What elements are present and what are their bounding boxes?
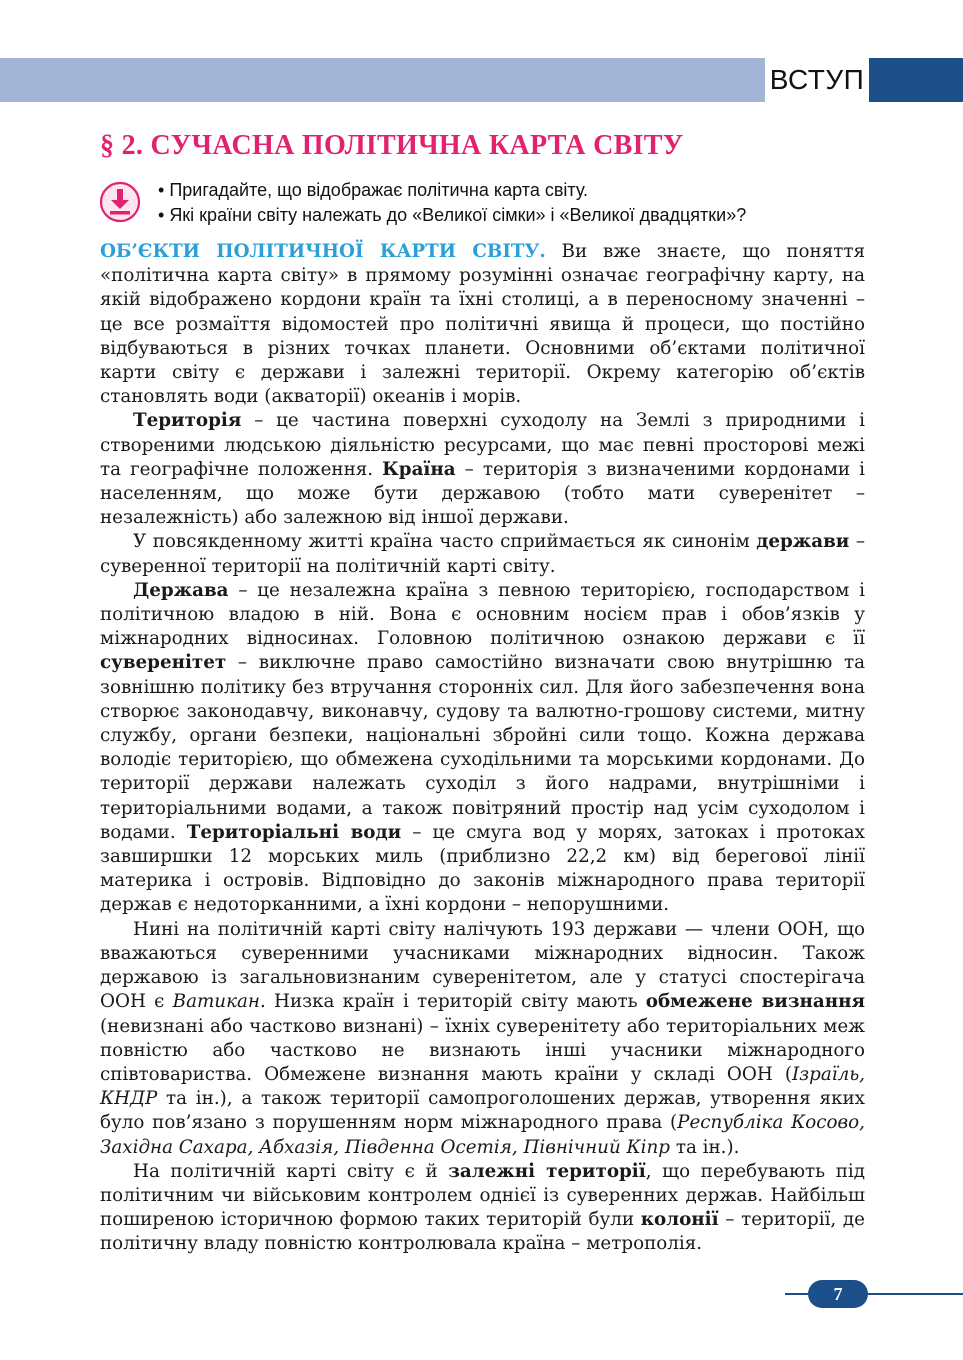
subsection-heading: ОБ’ЄКТИ ПОЛІТИЧНОЇ КАРТИ СВІТУ. [100,241,546,262]
paragraph-recognition: Нині на політичній карті світу налічують 193 держави — члени ООН, що вважаються суверенними учасниками міжнародних відносин. Також державою із загальновизнаним суверенітетом, але у статусі спостерігача ООН є Ватикан. Низка країн і територій світу мають обмежене визнання (невизнані або частково визнані) – їхніх суверенітету або територіальних меж повністю або частково не визнають інші учасники міжнародного співтовариства. Обмежене визнання мають країни у складі ООН (Ізраїль, КНДР та ін.), а також території самопроголошених держав, утворення яких було пов’язано з порушенням норм міжнародного права (Республіка Косово, Західна Сахара, Абхазія, Південна Осетія, Північний Кіпр та ін.). [100,918,865,1158]
paragraph-synonym: У повсякденному житті країна часто сприймається як синонім держави – суверенної території на політичній карті світу. [100,531,865,577]
recall-question: • Пригадайте, що відображає політична карта світу. [158,178,746,203]
paragraph-state: Держава – це незалежна країна з певною територією, господарством і політичною владою в ній. Вона є основним носієм прав і обов’язків у міжнародних відносинах. Головною політичною ознакою держави є її суверенітет – виключне право самостійно визначати свою внутрішню та зовнішню політику без втручання сторонніх сил. Для його забезпечення вона створює законодавчу, виконавчу, судову та валютно-грошову системи, митну службу, органи безпеки, національні збройні сили тощо. Кожна держава володіє територією, що обмежена суходільними та морськими кордонами. До території держави належать суходіл з його надрами, внутрішніми і територіальними водами, а також повітряний простір над усім суходолом і водами. Територіальні води – це смуга вод у морях, затоках і протоках завширшки 12 морських миль (приблизно 22,2 км) від берегової лінії материка і островів. Відповідно до законів міжнародного права території держав є недоторканними, а їхні кордони – непорушними. [100,579,865,916]
term-country: Країна [382,458,456,480]
page-title: § 2. СУЧАСНА ПОЛІТИЧНА КАРТА СВІТУ [100,130,684,161]
section-label: ВСТУП [769,64,865,95]
main-text [100,240,865,1257]
term-dependent-territories: залежні території [448,1160,646,1182]
term-territory: Територія [133,410,242,432]
page-number: 7 [808,1280,868,1308]
term-territorial-waters: Територіальні води [186,821,402,843]
header-bar [0,58,765,102]
term-state: Держава [133,579,229,601]
recall-question: • Які країни світу належать до «Великої сімки» і «Великої двадцятки»? [158,203,746,228]
term-limited-recognition: обмежене визнання [645,991,865,1013]
paragraph-territory: Територія – це частина поверхні суходолу на Землі з природними і створеними людською діяльністю ресурсами, що має певні просторові межі та географічне положення. Країна – територія з визначеними кордонами і населенням, що може бути державою (тобто мати суверенітет – незалежність) або залежною від іншої держави. [100,410,865,529]
paragraph-dependent: На політичній карті світу є й залежні території, що перебувають під політичним чи військовим контролем однієї із суверенних держав. Найбільш поширеною історичною формою таких територій були колонії – території, де політичну владу повністю контролювала країна – метрополія. [100,1160,865,1255]
download-icon [99,181,141,223]
paragraph-objects: ОБ’ЄКТИ ПОЛІТИЧНОЇ КАРТИ СВІТУ. Ви вже знаєте, що поняття «політична карта світу» в прямому розумінні означає географічну карту, на якій відображено кордони країн та їхні столиці, а в переносному значенні – це все розмаїття відомостей про політичні явища й процеси, що постійно відбуваються в різних точках планети. Основними об’єктами політичної карти світу є держави і залежні території. Окрему категорію об’єктів становлять води (акваторії) океанів і морів. [100,241,866,408]
recall-questions [158,178,746,228]
term-colonies: колонії [640,1209,719,1231]
section-tab [765,58,869,102]
header-accent [869,58,963,102]
term-states: держави [756,531,850,553]
term-sovereignty: суверенітет [100,652,227,674]
